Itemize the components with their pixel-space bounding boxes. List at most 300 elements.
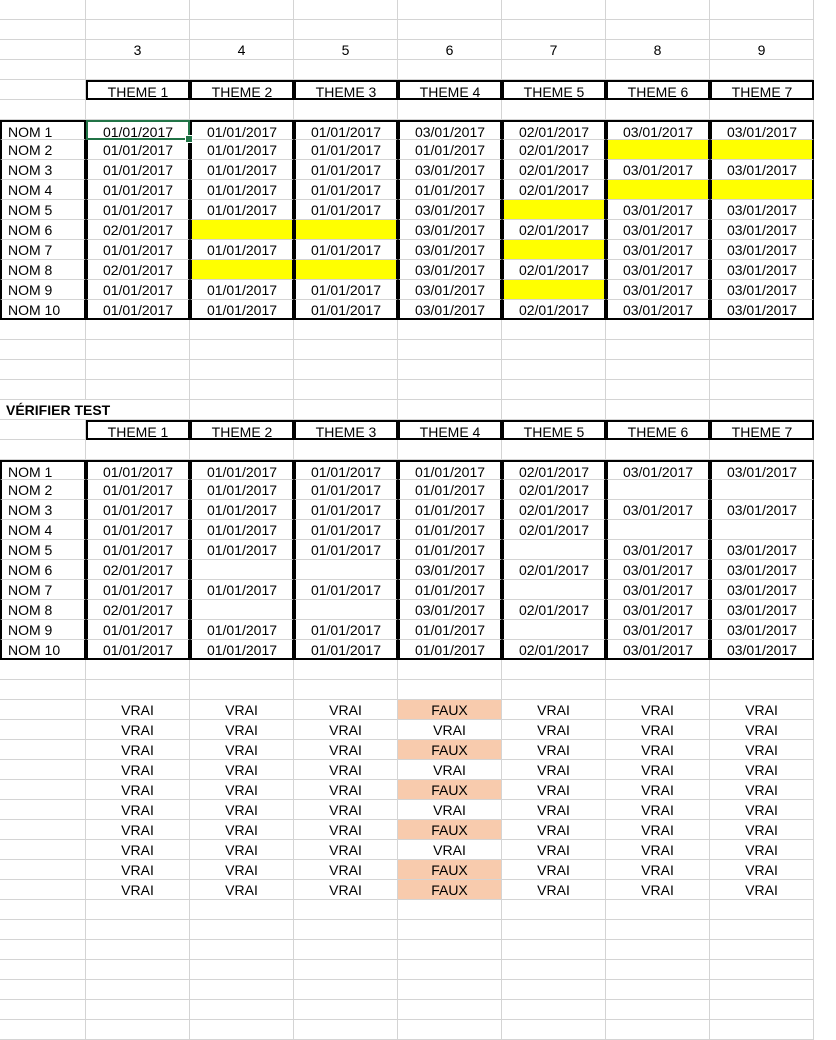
empty-cell[interactable] bbox=[0, 820, 86, 840]
date-cell[interactable] bbox=[294, 560, 398, 580]
date-cell[interactable]: 01/01/2017 bbox=[86, 480, 190, 500]
date-cell[interactable]: 03/01/2017 bbox=[710, 200, 814, 220]
empty-cell[interactable] bbox=[190, 320, 294, 340]
result-cell[interactable]: VRAI bbox=[606, 760, 710, 780]
empty-cell[interactable] bbox=[398, 360, 502, 380]
date-cell[interactable] bbox=[606, 140, 710, 160]
empty-cell[interactable] bbox=[606, 340, 710, 360]
empty-cell[interactable] bbox=[0, 840, 86, 860]
date-cell[interactable]: 02/01/2017 bbox=[502, 140, 606, 160]
empty-cell[interactable] bbox=[294, 1020, 398, 1040]
date-cell[interactable]: 01/01/2017 bbox=[398, 140, 502, 160]
empty-cell[interactable] bbox=[294, 380, 398, 400]
empty-cell[interactable] bbox=[0, 0, 86, 20]
empty-cell[interactable] bbox=[190, 960, 294, 980]
empty-cell[interactable] bbox=[606, 320, 710, 340]
empty-cell[interactable] bbox=[294, 940, 398, 960]
date-cell[interactable]: 01/01/2017 bbox=[86, 140, 190, 160]
empty-cell[interactable] bbox=[190, 380, 294, 400]
empty-cell[interactable] bbox=[294, 980, 398, 1000]
empty-cell[interactable] bbox=[606, 960, 710, 980]
empty-cell[interactable] bbox=[0, 40, 86, 60]
empty-cell[interactable] bbox=[294, 920, 398, 940]
empty-cell[interactable] bbox=[398, 1000, 502, 1020]
empty-cell[interactable] bbox=[502, 440, 606, 460]
empty-cell[interactable] bbox=[502, 980, 606, 1000]
empty-cell[interactable] bbox=[86, 340, 190, 360]
date-cell[interactable]: 03/01/2017 bbox=[710, 540, 814, 560]
empty-cell[interactable] bbox=[190, 1020, 294, 1040]
date-cell[interactable]: 01/01/2017 bbox=[190, 500, 294, 520]
result-cell[interactable]: VRAI bbox=[190, 780, 294, 800]
empty-cell[interactable] bbox=[502, 400, 606, 420]
date-cell[interactable]: 01/01/2017 bbox=[190, 300, 294, 320]
empty-cell[interactable] bbox=[502, 660, 606, 680]
date-cell[interactable]: 01/01/2017 bbox=[398, 580, 502, 600]
result-cell[interactable]: VRAI bbox=[502, 880, 606, 900]
empty-cell[interactable] bbox=[86, 400, 190, 420]
date-cell[interactable]: 02/01/2017 bbox=[86, 600, 190, 620]
result-cell[interactable]: VRAI bbox=[294, 880, 398, 900]
result-cell[interactable]: VRAI bbox=[294, 860, 398, 880]
empty-cell[interactable] bbox=[0, 1020, 86, 1040]
empty-cell[interactable] bbox=[606, 680, 710, 700]
date-cell[interactable]: 03/01/2017 bbox=[398, 280, 502, 300]
result-cell[interactable]: VRAI bbox=[502, 800, 606, 820]
empty-cell[interactable] bbox=[0, 700, 86, 720]
result-cell[interactable]: VRAI bbox=[710, 700, 814, 720]
date-cell[interactable] bbox=[710, 520, 814, 540]
result-cell[interactable]: VRAI bbox=[294, 840, 398, 860]
date-cell[interactable]: 02/01/2017 bbox=[502, 160, 606, 180]
empty-cell[interactable] bbox=[0, 320, 86, 340]
empty-cell[interactable] bbox=[86, 960, 190, 980]
theme-header[interactable]: THEME 5 bbox=[502, 420, 606, 440]
empty-cell[interactable] bbox=[86, 1000, 190, 1020]
empty-cell[interactable] bbox=[0, 760, 86, 780]
date-cell[interactable] bbox=[502, 540, 606, 560]
date-cell[interactable]: 03/01/2017 bbox=[710, 260, 814, 280]
result-cell[interactable]: FAUX bbox=[398, 820, 502, 840]
empty-cell[interactable] bbox=[0, 860, 86, 880]
date-cell[interactable]: 01/01/2017 bbox=[398, 480, 502, 500]
empty-cell[interactable] bbox=[502, 920, 606, 940]
date-cell[interactable]: 01/01/2017 bbox=[86, 160, 190, 180]
empty-cell[interactable] bbox=[398, 1020, 502, 1040]
date-cell[interactable]: 01/01/2017 bbox=[294, 140, 398, 160]
empty-cell[interactable] bbox=[606, 360, 710, 380]
date-cell[interactable]: 02/01/2017 bbox=[502, 520, 606, 540]
date-cell[interactable]: 01/01/2017 bbox=[190, 160, 294, 180]
empty-cell[interactable] bbox=[606, 920, 710, 940]
empty-cell[interactable] bbox=[0, 800, 86, 820]
empty-cell[interactable] bbox=[190, 980, 294, 1000]
empty-cell[interactable] bbox=[710, 400, 814, 420]
result-cell[interactable]: VRAI bbox=[606, 800, 710, 820]
result-cell[interactable]: VRAI bbox=[502, 700, 606, 720]
result-cell[interactable]: VRAI bbox=[398, 800, 502, 820]
result-cell[interactable]: VRAI bbox=[502, 720, 606, 740]
row-label[interactable]: NOM 2 bbox=[0, 480, 86, 500]
date-cell[interactable]: 02/01/2017 bbox=[86, 560, 190, 580]
date-cell[interactable]: 03/01/2017 bbox=[398, 300, 502, 320]
empty-cell[interactable] bbox=[86, 920, 190, 940]
empty-cell[interactable] bbox=[398, 920, 502, 940]
empty-cell[interactable] bbox=[190, 20, 294, 40]
date-cell[interactable]: 03/01/2017 bbox=[606, 560, 710, 580]
empty-cell[interactable] bbox=[86, 380, 190, 400]
empty-cell[interactable] bbox=[502, 380, 606, 400]
empty-cell[interactable] bbox=[398, 400, 502, 420]
date-cell[interactable]: 03/01/2017 bbox=[606, 240, 710, 260]
theme-header[interactable]: THEME 3 bbox=[294, 80, 398, 100]
date-cell[interactable] bbox=[606, 520, 710, 540]
date-cell[interactable] bbox=[190, 600, 294, 620]
date-cell[interactable]: 01/01/2017 bbox=[190, 200, 294, 220]
result-cell[interactable]: VRAI bbox=[710, 880, 814, 900]
date-cell[interactable]: 02/01/2017 bbox=[502, 460, 606, 480]
row-label[interactable]: NOM 7 bbox=[0, 580, 86, 600]
empty-cell[interactable] bbox=[710, 1000, 814, 1020]
date-cell[interactable]: 03/01/2017 bbox=[710, 500, 814, 520]
date-cell[interactable]: 01/01/2017 bbox=[86, 460, 190, 480]
date-cell[interactable]: 03/01/2017 bbox=[398, 600, 502, 620]
date-cell[interactable]: 03/01/2017 bbox=[606, 200, 710, 220]
date-cell[interactable]: 03/01/2017 bbox=[710, 560, 814, 580]
empty-cell[interactable] bbox=[398, 340, 502, 360]
date-cell[interactable]: 02/01/2017 bbox=[502, 500, 606, 520]
date-cell[interactable]: 01/01/2017 bbox=[86, 580, 190, 600]
theme-header[interactable]: THEME 2 bbox=[190, 420, 294, 440]
date-cell[interactable]: 01/01/2017 bbox=[294, 460, 398, 480]
date-cell[interactable]: 01/01/2017 bbox=[86, 540, 190, 560]
result-cell[interactable]: VRAI bbox=[606, 820, 710, 840]
date-cell[interactable]: 03/01/2017 bbox=[606, 460, 710, 480]
date-cell[interactable] bbox=[294, 260, 398, 280]
empty-cell[interactable] bbox=[710, 980, 814, 1000]
row-label[interactable]: NOM 10 bbox=[0, 640, 86, 660]
result-cell[interactable]: VRAI bbox=[294, 740, 398, 760]
date-cell[interactable]: 03/01/2017 bbox=[606, 500, 710, 520]
date-cell[interactable]: 01/01/2017 bbox=[190, 460, 294, 480]
date-cell[interactable]: 01/01/2017 bbox=[294, 500, 398, 520]
empty-cell[interactable] bbox=[190, 920, 294, 940]
result-cell[interactable]: VRAI bbox=[710, 760, 814, 780]
empty-cell[interactable] bbox=[190, 1000, 294, 1020]
empty-cell[interactable] bbox=[710, 360, 814, 380]
result-cell[interactable]: VRAI bbox=[86, 880, 190, 900]
empty-cell[interactable] bbox=[502, 340, 606, 360]
date-cell[interactable]: 01/01/2017 bbox=[190, 240, 294, 260]
empty-cell[interactable] bbox=[294, 1000, 398, 1020]
date-cell[interactable]: 02/01/2017 bbox=[502, 260, 606, 280]
result-cell[interactable]: VRAI bbox=[190, 880, 294, 900]
empty-cell[interactable] bbox=[0, 80, 86, 100]
result-cell[interactable]: VRAI bbox=[606, 780, 710, 800]
date-cell[interactable]: 01/01/2017 bbox=[294, 480, 398, 500]
empty-cell[interactable] bbox=[502, 940, 606, 960]
date-cell[interactable]: 03/01/2017 bbox=[606, 640, 710, 660]
result-cell[interactable]: VRAI bbox=[190, 720, 294, 740]
date-cell[interactable] bbox=[502, 280, 606, 300]
theme-header[interactable]: THEME 7 bbox=[710, 420, 814, 440]
result-cell[interactable]: VRAI bbox=[398, 720, 502, 740]
row-label[interactable]: NOM 5 bbox=[0, 200, 86, 220]
empty-cell[interactable] bbox=[710, 0, 814, 20]
result-cell[interactable]: FAUX bbox=[398, 880, 502, 900]
date-cell[interactable]: 03/01/2017 bbox=[710, 240, 814, 260]
result-cell[interactable]: VRAI bbox=[86, 700, 190, 720]
row-label[interactable]: NOM 1 bbox=[0, 460, 86, 480]
date-cell[interactable]: 03/01/2017 bbox=[606, 540, 710, 560]
date-cell[interactable]: 02/01/2017 bbox=[86, 260, 190, 280]
date-cell[interactable]: 03/01/2017 bbox=[398, 240, 502, 260]
date-cell[interactable] bbox=[710, 180, 814, 200]
empty-cell[interactable] bbox=[606, 60, 710, 80]
empty-cell[interactable] bbox=[0, 440, 86, 460]
date-cell[interactable]: 03/01/2017 bbox=[710, 620, 814, 640]
empty-cell[interactable] bbox=[502, 320, 606, 340]
empty-cell[interactable] bbox=[398, 440, 502, 460]
date-cell[interactable]: 01/01/2017 bbox=[398, 620, 502, 640]
empty-cell[interactable] bbox=[86, 660, 190, 680]
date-cell[interactable]: 01/01/2017 bbox=[294, 240, 398, 260]
empty-cell[interactable] bbox=[398, 320, 502, 340]
date-cell[interactable]: 01/01/2017 bbox=[294, 280, 398, 300]
result-cell[interactable]: VRAI bbox=[86, 740, 190, 760]
empty-cell[interactable] bbox=[86, 0, 190, 20]
empty-cell[interactable] bbox=[0, 360, 86, 380]
date-cell[interactable]: 01/01/2017 bbox=[190, 640, 294, 660]
empty-cell[interactable] bbox=[0, 660, 86, 680]
empty-cell[interactable] bbox=[190, 940, 294, 960]
empty-cell[interactable] bbox=[294, 60, 398, 80]
result-cell[interactable]: VRAI bbox=[86, 860, 190, 880]
result-cell[interactable]: FAUX bbox=[398, 700, 502, 720]
date-cell[interactable]: 01/01/2017 bbox=[398, 500, 502, 520]
date-cell[interactable]: 01/01/2017 bbox=[294, 300, 398, 320]
date-cell[interactable]: 03/01/2017 bbox=[710, 460, 814, 480]
empty-cell[interactable] bbox=[710, 440, 814, 460]
empty-cell[interactable] bbox=[294, 660, 398, 680]
empty-cell[interactable] bbox=[86, 20, 190, 40]
empty-cell[interactable] bbox=[190, 360, 294, 380]
date-cell[interactable]: 01/01/2017 bbox=[294, 180, 398, 200]
theme-header[interactable]: THEME 6 bbox=[606, 80, 710, 100]
result-cell[interactable]: VRAI bbox=[606, 860, 710, 880]
theme-header[interactable]: THEME 2 bbox=[190, 80, 294, 100]
empty-cell[interactable] bbox=[606, 0, 710, 20]
result-cell[interactable]: VRAI bbox=[190, 740, 294, 760]
date-cell[interactable]: 02/01/2017 bbox=[502, 300, 606, 320]
empty-cell[interactable] bbox=[294, 400, 398, 420]
empty-cell[interactable] bbox=[86, 1020, 190, 1040]
date-cell[interactable]: 02/01/2017 bbox=[502, 640, 606, 660]
date-cell[interactable]: 03/01/2017 bbox=[710, 280, 814, 300]
date-cell[interactable]: 01/01/2017 bbox=[190, 520, 294, 540]
empty-cell[interactable] bbox=[502, 1020, 606, 1040]
empty-cell[interactable] bbox=[190, 680, 294, 700]
result-cell[interactable]: VRAI bbox=[502, 840, 606, 860]
date-cell[interactable]: 02/01/2017 bbox=[502, 600, 606, 620]
empty-cell[interactable] bbox=[710, 900, 814, 920]
date-cell[interactable]: 03/01/2017 bbox=[710, 160, 814, 180]
date-cell[interactable]: 01/01/2017 bbox=[86, 620, 190, 640]
date-cell[interactable]: 01/01/2017 bbox=[86, 200, 190, 220]
result-cell[interactable]: VRAI bbox=[190, 820, 294, 840]
date-cell[interactable] bbox=[502, 580, 606, 600]
date-cell[interactable]: 01/01/2017 bbox=[190, 180, 294, 200]
date-cell[interactable]: 03/01/2017 bbox=[398, 220, 502, 240]
date-cell[interactable] bbox=[502, 620, 606, 640]
result-cell[interactable]: VRAI bbox=[710, 740, 814, 760]
empty-cell[interactable] bbox=[0, 420, 86, 440]
result-cell[interactable]: VRAI bbox=[398, 760, 502, 780]
date-cell[interactable]: 01/01/2017 bbox=[294, 620, 398, 640]
date-cell[interactable]: 01/01/2017 bbox=[294, 580, 398, 600]
empty-cell[interactable] bbox=[86, 60, 190, 80]
empty-cell[interactable] bbox=[86, 980, 190, 1000]
column-number[interactable]: 7 bbox=[502, 40, 606, 60]
date-cell[interactable]: 03/01/2017 bbox=[710, 220, 814, 240]
empty-cell[interactable] bbox=[398, 0, 502, 20]
row-label[interactable]: NOM 3 bbox=[0, 500, 86, 520]
date-cell[interactable]: 01/01/2017 bbox=[294, 520, 398, 540]
result-cell[interactable]: VRAI bbox=[710, 840, 814, 860]
row-label[interactable]: NOM 8 bbox=[0, 600, 86, 620]
date-cell[interactable] bbox=[190, 560, 294, 580]
empty-cell[interactable] bbox=[86, 900, 190, 920]
empty-cell[interactable] bbox=[606, 1020, 710, 1040]
date-cell[interactable]: 01/01/2017 bbox=[190, 280, 294, 300]
empty-cell[interactable] bbox=[294, 440, 398, 460]
result-cell[interactable]: VRAI bbox=[502, 760, 606, 780]
result-cell[interactable]: VRAI bbox=[190, 860, 294, 880]
empty-cell[interactable] bbox=[294, 320, 398, 340]
date-cell[interactable] bbox=[710, 140, 814, 160]
fill-handle[interactable] bbox=[185, 135, 193, 143]
empty-cell[interactable] bbox=[398, 960, 502, 980]
empty-cell[interactable] bbox=[0, 380, 86, 400]
date-cell[interactable]: 01/01/2017 bbox=[294, 200, 398, 220]
empty-cell[interactable] bbox=[606, 440, 710, 460]
empty-cell[interactable] bbox=[190, 660, 294, 680]
date-cell[interactable]: 03/01/2017 bbox=[606, 600, 710, 620]
result-cell[interactable]: VRAI bbox=[294, 700, 398, 720]
row-label[interactable]: NOM 2 bbox=[0, 140, 86, 160]
date-cell[interactable] bbox=[606, 180, 710, 200]
theme-header[interactable]: THEME 1 bbox=[86, 420, 190, 440]
date-cell[interactable]: 01/01/2017 bbox=[86, 300, 190, 320]
date-cell[interactable]: 01/01/2017 bbox=[190, 480, 294, 500]
empty-cell[interactable] bbox=[190, 440, 294, 460]
empty-cell[interactable] bbox=[0, 880, 86, 900]
result-cell[interactable]: VRAI bbox=[86, 760, 190, 780]
date-cell[interactable]: 02/01/2017 bbox=[502, 480, 606, 500]
date-cell[interactable] bbox=[606, 480, 710, 500]
date-cell[interactable]: 03/01/2017 bbox=[606, 120, 710, 140]
result-cell[interactable]: FAUX bbox=[398, 740, 502, 760]
empty-cell[interactable] bbox=[0, 20, 86, 40]
empty-cell[interactable] bbox=[606, 400, 710, 420]
theme-header[interactable]: THEME 4 bbox=[398, 80, 502, 100]
date-cell[interactable]: 01/01/2017 bbox=[190, 120, 294, 140]
result-cell[interactable]: VRAI bbox=[86, 800, 190, 820]
date-cell[interactable]: 01/01/2017 bbox=[86, 640, 190, 660]
date-cell[interactable]: 02/01/2017 bbox=[86, 220, 190, 240]
date-cell[interactable]: 01/01/2017 bbox=[398, 460, 502, 480]
row-label[interactable]: NOM 3 bbox=[0, 160, 86, 180]
empty-cell[interactable] bbox=[502, 900, 606, 920]
empty-cell[interactable] bbox=[190, 100, 294, 120]
date-cell[interactable]: 03/01/2017 bbox=[606, 580, 710, 600]
date-cell[interactable] bbox=[190, 260, 294, 280]
date-cell[interactable]: 03/01/2017 bbox=[398, 260, 502, 280]
empty-cell[interactable] bbox=[190, 900, 294, 920]
date-cell[interactable]: 01/01/2017 bbox=[86, 500, 190, 520]
empty-cell[interactable] bbox=[294, 360, 398, 380]
result-cell[interactable]: VRAI bbox=[294, 780, 398, 800]
theme-header[interactable]: THEME 3 bbox=[294, 420, 398, 440]
empty-cell[interactable] bbox=[502, 20, 606, 40]
column-number[interactable]: 6 bbox=[398, 40, 502, 60]
result-cell[interactable]: VRAI bbox=[190, 760, 294, 780]
date-cell[interactable]: 03/01/2017 bbox=[710, 120, 814, 140]
verify-title[interactable]: VÉRIFIER TEST bbox=[0, 400, 190, 420]
empty-cell[interactable] bbox=[86, 680, 190, 700]
empty-cell[interactable] bbox=[294, 0, 398, 20]
date-cell[interactable]: 03/01/2017 bbox=[710, 640, 814, 660]
empty-cell[interactable] bbox=[86, 320, 190, 340]
result-cell[interactable]: VRAI bbox=[294, 760, 398, 780]
row-label[interactable]: NOM 5 bbox=[0, 540, 86, 560]
date-cell[interactable]: 02/01/2017 bbox=[502, 220, 606, 240]
empty-cell[interactable] bbox=[0, 940, 86, 960]
empty-cell[interactable] bbox=[0, 1000, 86, 1020]
row-label[interactable]: NOM 4 bbox=[0, 180, 86, 200]
empty-cell[interactable] bbox=[502, 680, 606, 700]
date-cell[interactable]: 01/01/2017 bbox=[294, 160, 398, 180]
result-cell[interactable]: VRAI bbox=[606, 700, 710, 720]
date-cell[interactable] bbox=[294, 220, 398, 240]
result-cell[interactable]: VRAI bbox=[294, 720, 398, 740]
empty-cell[interactable] bbox=[710, 320, 814, 340]
row-label[interactable]: NOM 6 bbox=[0, 220, 86, 240]
date-cell[interactable]: 01/01/2017 bbox=[190, 140, 294, 160]
date-cell[interactable]: 03/01/2017 bbox=[398, 560, 502, 580]
result-cell[interactable]: VRAI bbox=[502, 780, 606, 800]
result-cell[interactable]: VRAI bbox=[294, 820, 398, 840]
empty-cell[interactable] bbox=[502, 100, 606, 120]
empty-cell[interactable] bbox=[502, 1000, 606, 1020]
empty-cell[interactable] bbox=[0, 740, 86, 760]
date-cell[interactable]: 01/01/2017 bbox=[398, 180, 502, 200]
result-cell[interactable]: VRAI bbox=[710, 780, 814, 800]
row-label[interactable]: NOM 4 bbox=[0, 520, 86, 540]
empty-cell[interactable] bbox=[190, 340, 294, 360]
result-cell[interactable]: VRAI bbox=[190, 700, 294, 720]
date-cell[interactable]: 02/01/2017 bbox=[502, 180, 606, 200]
empty-cell[interactable] bbox=[86, 440, 190, 460]
empty-cell[interactable] bbox=[606, 900, 710, 920]
empty-cell[interactable] bbox=[502, 960, 606, 980]
date-cell[interactable]: 03/01/2017 bbox=[606, 220, 710, 240]
theme-header[interactable]: THEME 5 bbox=[502, 80, 606, 100]
empty-cell[interactable] bbox=[710, 1020, 814, 1040]
date-cell[interactable]: 03/01/2017 bbox=[606, 300, 710, 320]
date-cell[interactable]: 01/01/2017 bbox=[398, 640, 502, 660]
empty-cell[interactable] bbox=[0, 980, 86, 1000]
